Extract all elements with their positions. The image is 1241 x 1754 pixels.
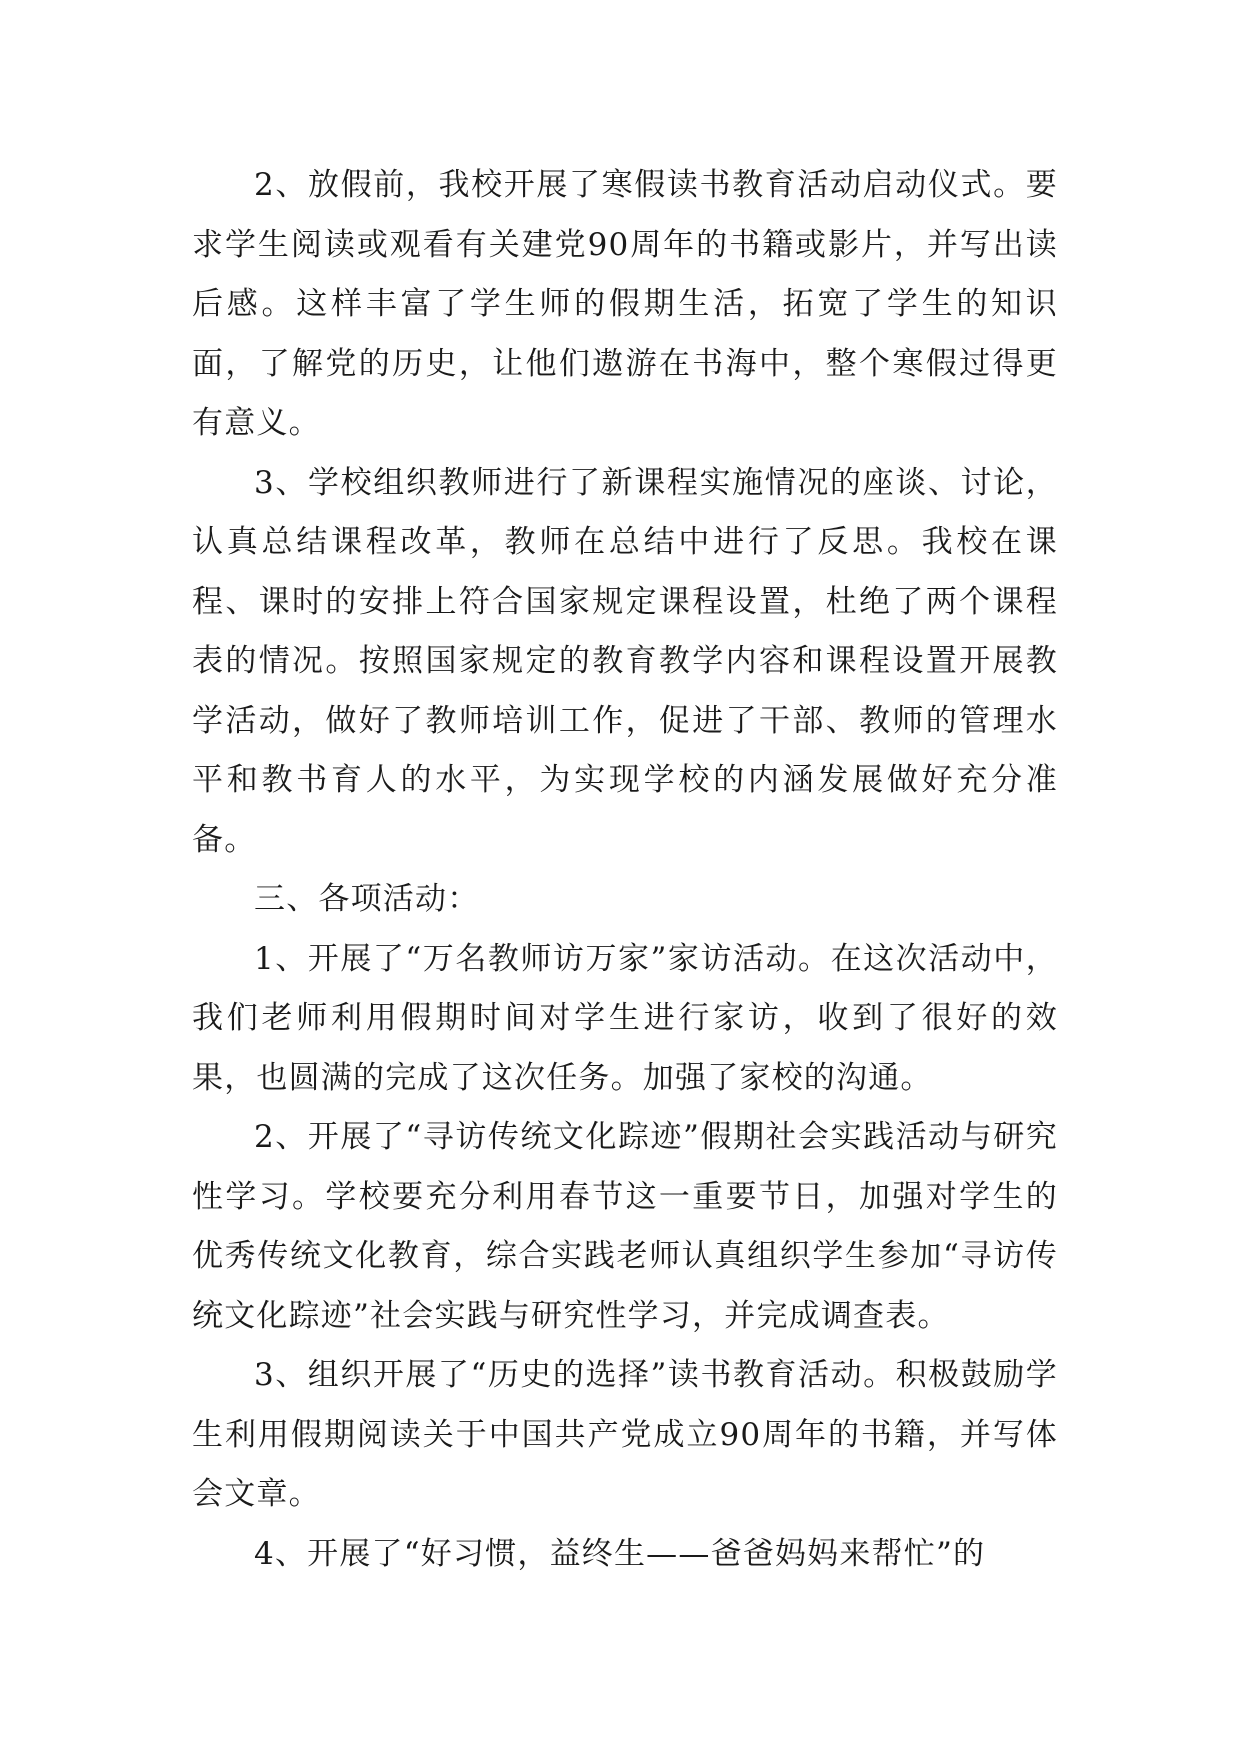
- document-body: [192, 156, 1058, 1584]
- paragraph-good-habits: 4、开展了“好习惯，益终生——爸爸妈妈来帮忙”的: [254, 1535, 986, 1572]
- paragraph-traditional-culture: 2、开展了“寻访传统文化踪迹”假期社会实践活动与研究性学习。学校要充分利用春节这一重要节日，加强对学生的优秀传统文化教育，综合实践老师认真组织学生参加“寻访传统文化踪迹”社会实践与研究性学习，并完成调查表。: [192, 1119, 1058, 1334]
- paragraph-history-reading: 3、组织开展了“历史的选择”读书教育活动。积极鼓励学生利用假期阅读关于中国共产党成立90周年的书籍，并写体会文章。: [192, 1357, 1058, 1512]
- paragraph-curriculum-review: 3、学校组织教师进行了新课程实施情况的座谈、讨论，认真总结课程改革，教师在总结中进行了反思。我校在课程、课时的安排上符合国家规定课程设置，杜绝了两个课程表的情况。按照国家规定的教育教学内容和课程设置开展教学活动，做好了教师培训工作，促进了干部、教师的管理水平和教书育人的水平，为实现学校的内涵发展做好充分准备。: [192, 464, 1058, 858]
- paragraph-home-visits: 1、开展了“万名教师访万家”家访活动。在这次活动中，我们老师利用假期时间对学生进行家访，收到了很好的效果，也圆满的完成了这次任务。加强了家校的沟通。: [192, 940, 1058, 1096]
- paragraph-winter-reading: 2、放假前，我校开展了寒假读书教育活动启动仪式。要求学生阅读或观看有关建党90周年的书籍或影片，并写出读后感。这样丰富了学生师的假期生活，拓宽了学生的知识面，了解党的历史，让他们遨游在书海中，整个寒假过得更有意义。: [192, 167, 1058, 441]
- section-heading-activities: 三、各项活动：: [254, 881, 480, 917]
